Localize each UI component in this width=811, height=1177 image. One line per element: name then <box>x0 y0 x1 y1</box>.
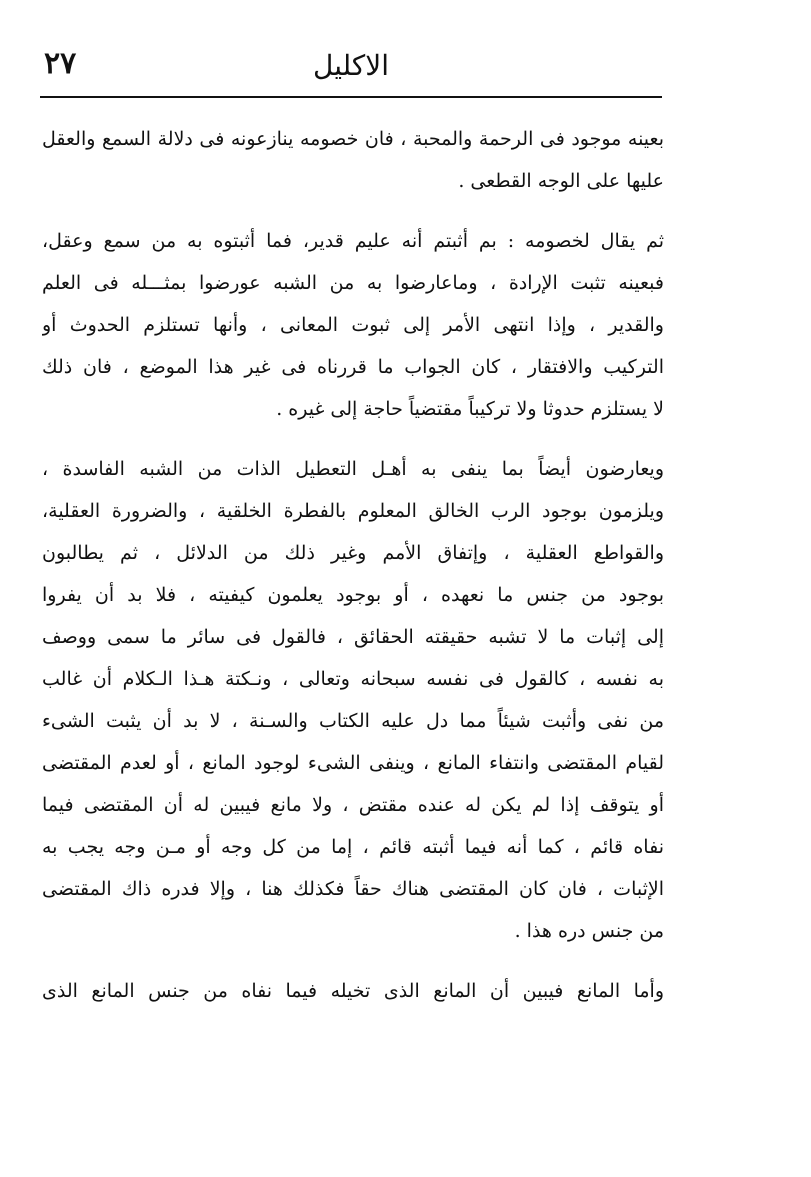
text-line: عليها على الوجه القطعى . <box>458 170 664 192</box>
text-line: لقيام المقتضى وانتفاء المانع ، وينفى الشىء لوجود المانع ، أو لعدم المقتضى <box>42 752 664 774</box>
paragraph <box>42 448 664 952</box>
text-line: من جنس دره هذا . <box>514 920 664 942</box>
text-line: أو يتوقف إذا لم يكن له عنده مقتض ، ولا مانع فيبين له أن المقتضى فيما <box>42 794 664 816</box>
paragraph <box>42 970 664 1012</box>
text-line: من نفى وأثبت شيئاً مما دل عليه الكتاب والسـنة ، لا بد أن يثبت الشىء <box>42 710 664 732</box>
text-line: ويلزمون بوجود الرب الخالق المعلوم بالفطرة الخلقية ، والضرورة العقلية، <box>42 500 664 522</box>
text-line: التركيب والافتقار ، كان الجواب ما قررناه فى غير هذا الموضع ، فان ذلك <box>42 356 664 378</box>
paragraph <box>42 118 664 202</box>
text-line: والقواطع العقلية ، وإتفاق الأمم وغير ذلك من الدلائل ، ثم يطالبون <box>42 542 664 564</box>
page-body <box>42 118 664 1030</box>
text-line: نفاه قائم ، كما أنه فيما أثبته قائم ، إما من كل وجه أو مـن وجه يجب به <box>42 836 664 858</box>
text-line: لا يستلزم حدوثا ولا تركيباً مقتضياً حاجة إلى غيره . <box>276 398 664 420</box>
text-line: وأما المانع فيبين أن المانع الذى تخيله فيما نفاه من جنس المانع الذى <box>42 980 664 1002</box>
paragraph <box>42 220 664 430</box>
text-line: إلى إثبات ما لا تشبه حقيقته الحقائق ، فالقول فى سائر ما سمى ووصف <box>42 626 664 648</box>
page-header <box>40 36 662 96</box>
text-line: بوجود من جنس ما نعهده ، أو بوجود يعلمون كيفيته ، فلا بد أن يفروا <box>42 584 664 606</box>
running-title: الاكليل <box>312 49 389 82</box>
text-line: بعينه موجود فى الرحمة والمحبة ، فان خصومه ينازعونه فى دلالة السمع والعقل <box>42 128 664 150</box>
header-rule <box>40 96 662 98</box>
text-line: ويعارضون أيضاً بما ينفى به أهـل التعطيل الذات من الشبه الفاسدة ، <box>42 458 664 480</box>
text-line: ثم يقال لخصومه : بم أثبتم أنه عليم قدير، فما أثبتوه به من سمع وعقل، <box>42 230 664 252</box>
text-line: الإثبات ، فان كان المقتضى هناك حقاً فكذلك هنا ، وإلا فدره ذاك المقتضى <box>42 878 664 900</box>
page-number: ٢٧ <box>44 46 77 81</box>
text-line: فبعينه تثبت الإرادة ، وماعارضوا به من الشبه عورضوا بمثـــله فى العلم <box>42 272 664 294</box>
text-line: به نفسه ، كالقول فى نفسه سبحانه وتعالى ، ونـكتة هـذا الـكلام أن غالب <box>42 668 664 690</box>
text-line: والقدير ، وإذا انتهى الأمر إلى ثبوت المعانى ، وأنها تستلزم الحدوث أو <box>42 314 664 336</box>
